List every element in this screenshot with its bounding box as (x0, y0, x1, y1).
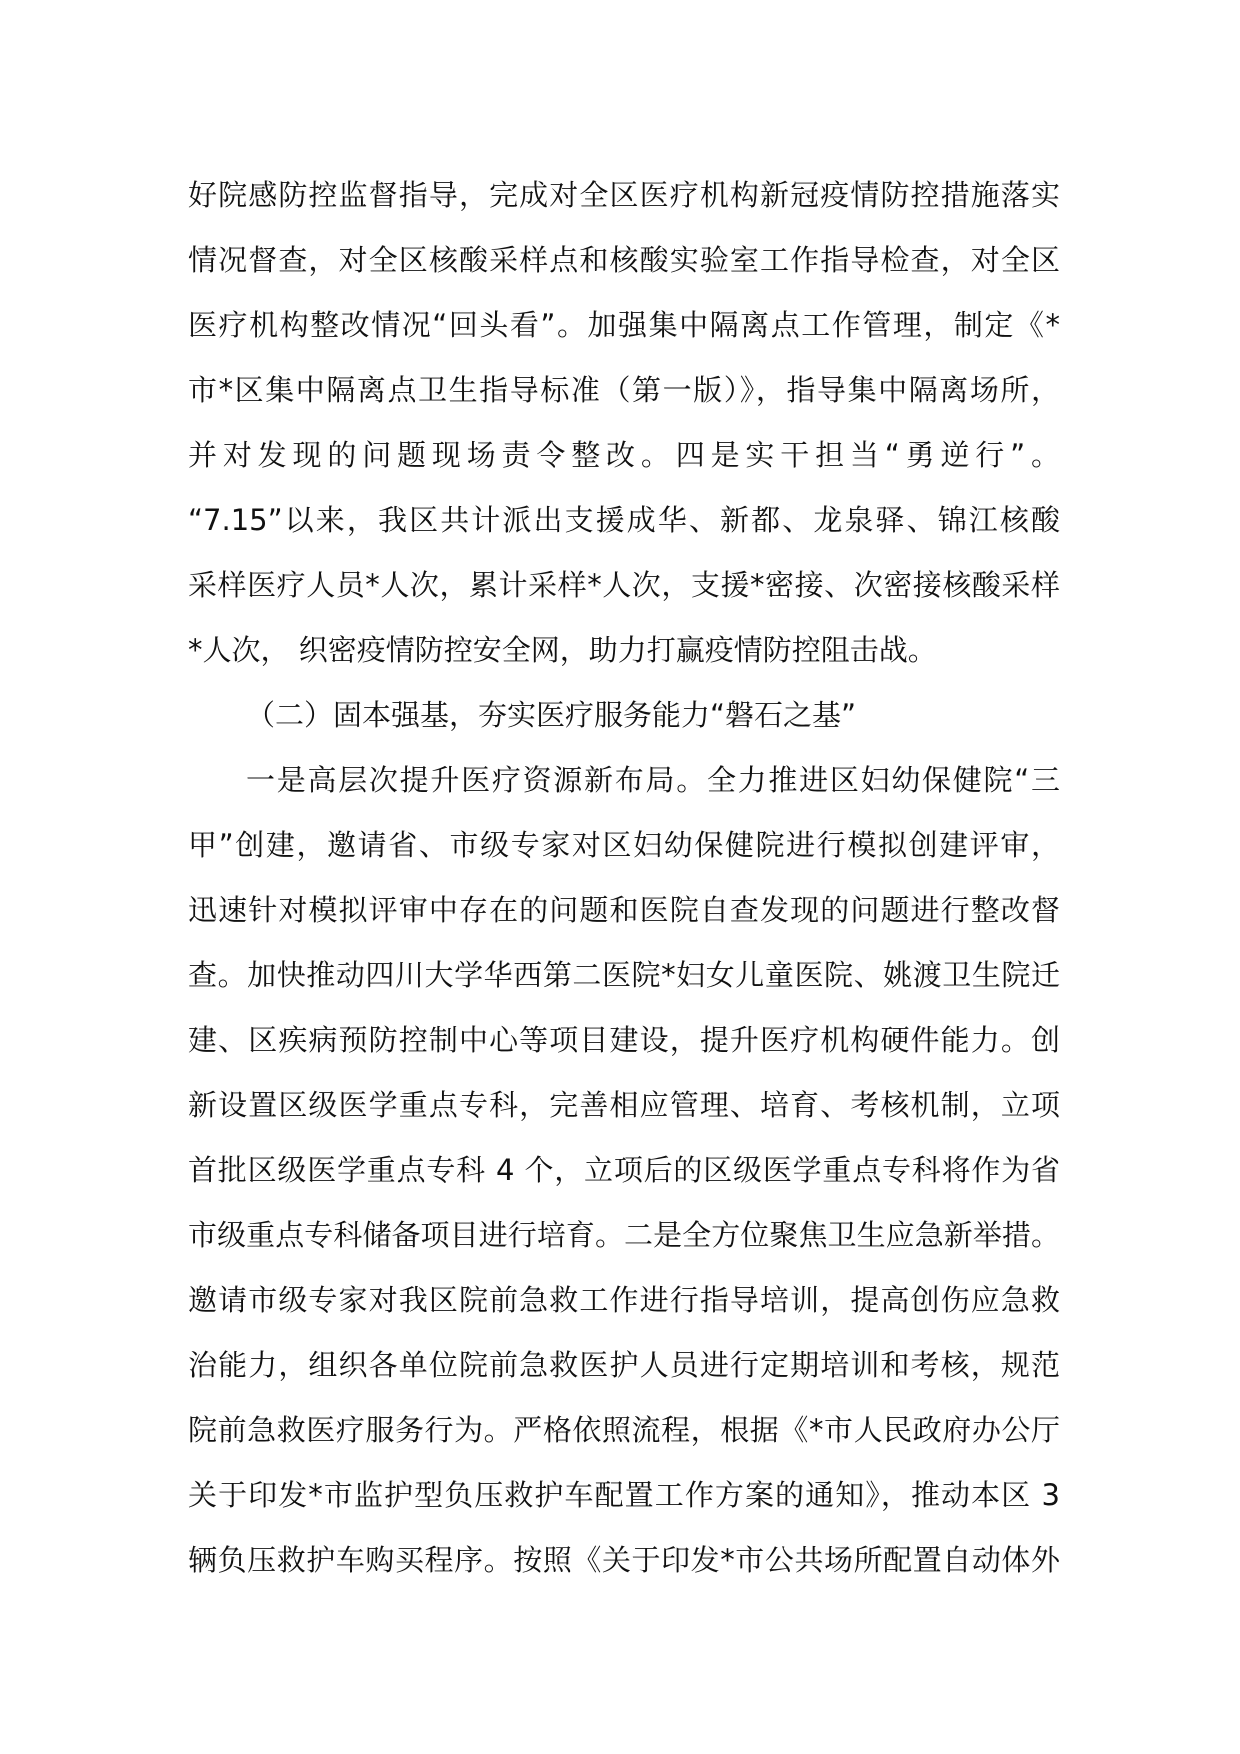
text-line: 好院感防控监督指导，完成对全区医疗机构新冠疫情防控措施落实 (188, 178, 1060, 212)
text-line: 市级重点专科储备项目进行培育。二是全方位聚焦卫生应急新举措。 (188, 1218, 1060, 1252)
text-line: 院前急救医疗服务行为。严格依照流程，根据《*市人民政府办公厅 (188, 1413, 1060, 1447)
text-line: 邀请市级专家对我区院前急救工作进行指导培训，提高创伤应急救 (188, 1283, 1060, 1317)
text-line: 一是高层次提升医疗资源新布局。全力推进区妇幼保健院“三 (246, 763, 1060, 797)
text-line: 首批区级医学重点专科 4 个，立项后的区级医学重点专科将作为省 (188, 1153, 1060, 1187)
document-body (188, 163, 1060, 1593)
text-line: 甲”创建，邀请省、市级专家对区妇幼保健院进行模拟创建评审， (188, 828, 1060, 862)
text-line: 关于印发*市监护型负压救护车配置工作方案的通知》，推动本区 3 (188, 1478, 1060, 1512)
text-line: 建、区疾病预防控制中心等项目建设，提升医疗机构硬件能力。创 (188, 1023, 1060, 1057)
text-line: 治能力，组织各单位院前急救医护人员进行定期培训和考核，规范 (188, 1348, 1060, 1382)
text-line: 情况督查，对全区核酸采样点和核酸实验室工作指导检查，对全区 (188, 243, 1060, 277)
text-line: 迅速针对模拟评审中存在的问题和医院自查发现的问题进行整改督 (188, 893, 1060, 927)
text-line: 并对发现的问题现场责令整改。四是实干担当“勇逆行”。 (188, 438, 1060, 472)
text-line: 市*区集中隔离点卫生指导标准（第一版）》，指导集中隔离场所， (188, 373, 1060, 407)
text-line: 辆负压救护车购买程序。按照《关于印发*市公共场所配置自动体外 (188, 1543, 1060, 1577)
text-line: 采样医疗人员*人次，累计采样*人次，支援*密接、次密接核酸采样 (188, 568, 1060, 602)
section-heading: （二）固本强基，夯实医疗服务能力“磐石之基” (246, 698, 857, 732)
text-line: *人次， 织密疫情防控安全网，助力打赢疫情防控阻击战。 (188, 633, 937, 667)
text-line: 新设置区级医学重点专科，完善相应管理、培育、考核机制，立项 (188, 1088, 1060, 1122)
text-line: 医疗机构整改情况“回头看”。加强集中隔离点工作管理，制定《* (188, 308, 1060, 342)
text-line: “7.15”以来，我区共计派出支援成华、新都、龙泉驿、锦江核酸 (188, 503, 1060, 537)
text-line: 查。加快推动四川大学华西第二医院*妇女儿童医院、姚渡卫生院迁 (188, 958, 1060, 992)
